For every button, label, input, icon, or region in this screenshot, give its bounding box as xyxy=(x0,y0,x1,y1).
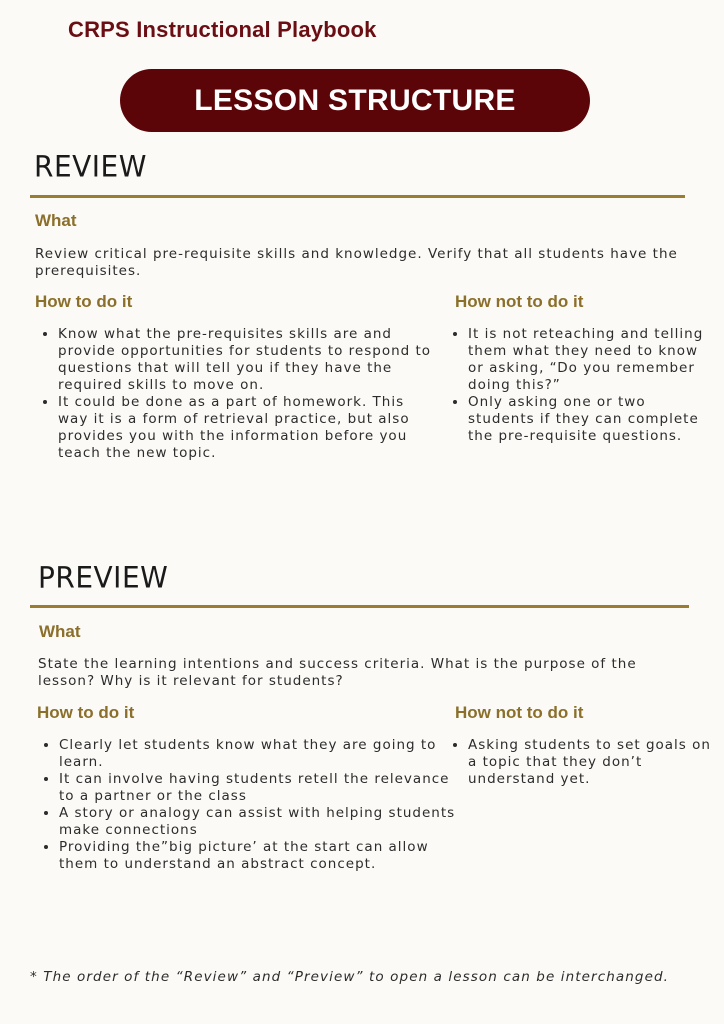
list-item: • Only asking one or two students if they can complete the pre-requisite questions. xyxy=(468,394,713,445)
preview-what-text: State the learning intentions and success criteria. What is the purpose of the lesson? Why is it relevant for students? xyxy=(38,656,637,689)
review-how-label: How to do it xyxy=(35,292,133,311)
review-hownot-label: How not to do it xyxy=(455,292,584,311)
review-what-text: Review critical pre-requisite skills and knowledge. Verify that all students have the prerequisites. xyxy=(35,246,678,279)
list-item: • It is not reteaching and telling them what they need to know or asking, “Do you remember doing this?” xyxy=(468,326,713,394)
footnote: * The order of the “Review” and “Preview” to open a lesson can be interchanged. xyxy=(30,969,670,985)
preview-section-title: PREVIEW xyxy=(38,560,169,595)
lesson-structure-banner xyxy=(120,69,590,132)
preview-divider xyxy=(30,605,689,608)
playbook-title: CRPS Instructional Playbook xyxy=(68,17,377,42)
preview-how-label: How to do it xyxy=(37,703,135,722)
list-item: • Providing the”big picture’ at the start can allow them to understand an abstract concept. xyxy=(59,839,459,873)
list-item: • It can involve having students retell the relevance to a partner or the class xyxy=(59,771,459,805)
preview-hownot-label: How not to do it xyxy=(455,703,584,722)
review-hownot-list xyxy=(445,326,713,445)
banner-title: LESSON STRUCTURE xyxy=(194,83,516,117)
preview-hownot-list xyxy=(445,737,713,788)
list-item: • It could be done as a part of homework. This way it is a form of retrieval practice, but also provides you with the information before you teach the new topic. xyxy=(58,394,436,462)
review-section-title: REVIEW xyxy=(34,149,147,184)
list-item: • A story or analogy can assist with helping students make connections xyxy=(59,805,459,839)
list-item: • Asking students to set goals on a topic that they don’t understand yet. xyxy=(468,737,713,788)
preview-what-label: What xyxy=(39,622,81,641)
preview-how-list xyxy=(36,737,459,873)
review-how-list xyxy=(35,326,436,462)
review-what-label: What xyxy=(35,211,77,230)
list-item: • Know what the pre-requisites skills are and provide opportunities for students to respond to questions that will tell you if they have the required skills to move on. xyxy=(58,326,436,394)
review-divider xyxy=(30,195,685,198)
list-item: • Clearly let students know what they are going to learn. xyxy=(59,737,459,771)
